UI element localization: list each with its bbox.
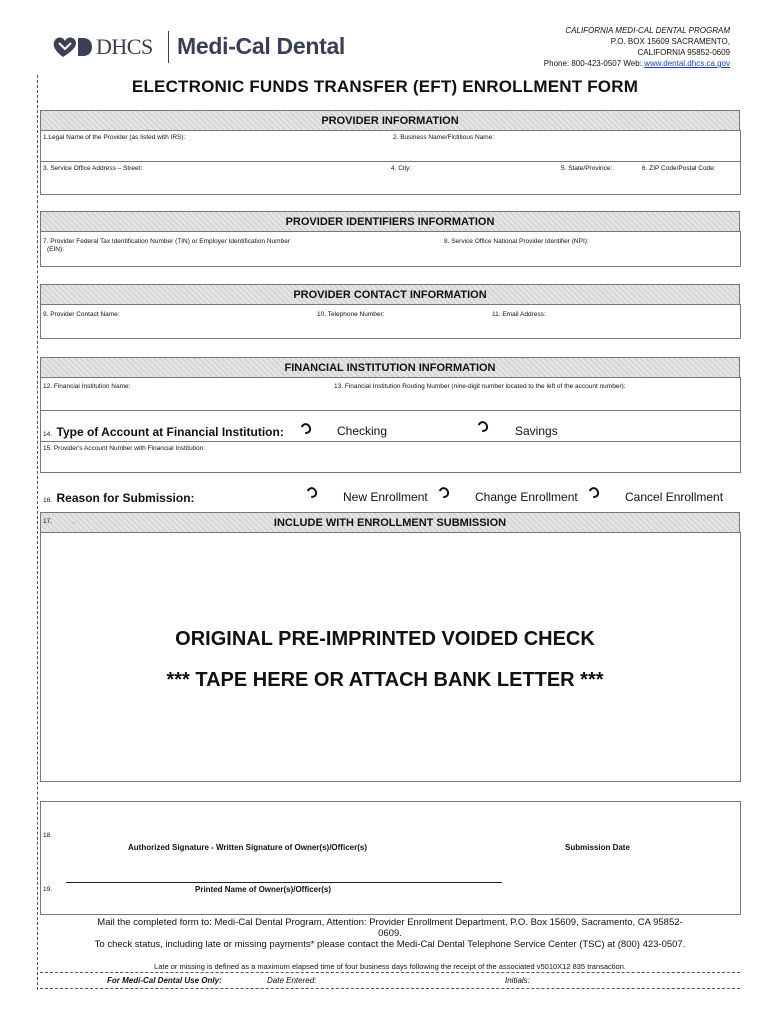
printed-name-line: [66, 882, 502, 883]
signature-box: [40, 801, 741, 915]
field-institution-name[interactable]: 12. Financial Institution Name:: [43, 383, 131, 390]
field-legal-name[interactable]: 1.Legal Name of the Provider (as listed with IRS):: [43, 134, 186, 141]
field-street[interactable]: 3. Service Office Address – Street:: [43, 165, 143, 172]
radio-cancel-icon[interactable]: [587, 485, 601, 500]
status-line: To check status, including late or missing payments* please contact the Medi-Cal Dental Telephone Service Center (TSC) at (800) 423-0507.: [94, 939, 686, 950]
office-use-label: For Medi-Cal Dental Use Only:: [107, 976, 222, 985]
logo-divider: [168, 31, 169, 63]
printed-name-label[interactable]: Printed Name of Owner(s)/Officer(s): [195, 885, 332, 894]
brand-name: Medi-Cal Dental: [177, 33, 346, 59]
field-number: 14.: [43, 431, 53, 438]
field-telephone[interactable]: 10. Telephone Number:: [317, 311, 385, 318]
address-line-2: CALIFORNIA 95852-0609: [637, 48, 730, 57]
mail-line-2: 0609.: [378, 928, 402, 939]
field-email[interactable]: 11. Email Address:: [492, 311, 546, 318]
dhcs-logo: [52, 32, 153, 62]
date-entered-label: Date Entered:: [267, 976, 317, 985]
left-margin-dashed-line: [37, 75, 38, 990]
address-line-1: P.O. BOX 15609 SACRAMENTO,: [610, 37, 730, 46]
field-18-number: 18.: [43, 832, 53, 839]
option-change-enrollment: Change Enrollment: [475, 490, 578, 504]
reason-question: [43, 489, 195, 507]
header-address: [544, 25, 730, 69]
section-heading-provider-info: PROVIDER INFORMATION: [40, 110, 740, 131]
field-npi[interactable]: 8. Service Office National Provider Identifier (NPI):: [444, 238, 589, 245]
footer-bottom-divider: [40, 988, 740, 989]
field-tin-label: 7. Provider Federal Tax Identification Number (TIN) or Employer Identification Number: [43, 238, 290, 245]
contact-line: [544, 58, 730, 69]
option-savings: Savings: [515, 424, 558, 438]
tape-here-text: *** TAPE HERE OR ATTACH BANK LETTER ***: [166, 669, 604, 691]
initials-label: Initials:: [505, 976, 530, 985]
field-state[interactable]: 5. State/Province:: [561, 165, 613, 172]
authorized-signature-label[interactable]: Authorized Signature - Written Signature of Owner(s)/Officer(s): [128, 843, 367, 852]
field-city[interactable]: 4. City:: [391, 165, 412, 172]
late-definition: Late or missing is defined as a maximum elapsed time of four business days following the receipt of the associated v5010X12 835 transaction.: [154, 962, 626, 971]
form-title: ELECTRONIC FUNDS TRANSFER (EFT) ENROLLMENT FORM: [131, 77, 639, 96]
option-new-enrollment: New Enrollment: [343, 490, 428, 504]
website-link[interactable]: www.dental.dhcs.ca.gov: [644, 59, 730, 68]
mail-line-1: Mail the completed form to: Medi-Cal Dental Program, Attention: Provider Enrollment Department, P.O. Box 15609, Sacramento, CA 95852-: [97, 917, 683, 928]
section-heading-attach: INCLUDE WITH ENROLLMENT SUBMISSION: [40, 512, 740, 533]
field-tin-ein[interactable]: [43, 238, 290, 254]
field-account-number[interactable]: 15. Provider's Account Number with Financial Institution:: [43, 445, 206, 452]
section-heading-contact: PROVIDER CONTACT INFORMATION: [40, 284, 740, 305]
field-number: 16.: [43, 497, 53, 504]
field-19-number: 19.: [43, 886, 53, 893]
account-type-question: [43, 423, 284, 441]
contact-box: [40, 304, 741, 339]
field-routing-number[interactable]: 13. Financial Institution Routing Number (nine-digit number located to the left of the account number):: [334, 383, 626, 390]
voided-check-text: ORIGINAL PRE-IMPRINTED VOIDED CHECK: [175, 628, 595, 650]
field-contact-name[interactable]: 9. Provider Contact Name:: [43, 311, 120, 318]
account-type-label: Type of Account at Financial Institution:: [56, 425, 284, 439]
radio-new-icon[interactable]: [305, 485, 319, 500]
field-17-dot: .: [73, 518, 75, 525]
field-17-number: 17.: [43, 518, 53, 525]
field-business-name[interactable]: 2. Business Name/Fictitious Name:: [393, 134, 495, 141]
submission-date-label[interactable]: Submission Date: [565, 843, 630, 852]
option-cancel-enrollment: Cancel Enrollment: [625, 490, 724, 504]
divider: [40, 410, 741, 411]
heart-logo-icon: [52, 35, 94, 59]
section-heading-financial: FINANCIAL INSTITUTION INFORMATION: [40, 357, 740, 378]
check-attach-area[interactable]: [40, 532, 741, 782]
field-zip[interactable]: 6. ZIP Code/Postal Code:: [642, 165, 716, 172]
mail-instructions: [40, 917, 740, 950]
logo-text: DHCS: [96, 34, 153, 59]
program-name: CALIFORNIA MEDI-CAL DENTAL PROGRAM: [565, 26, 730, 35]
divider: [40, 441, 741, 442]
footer-divider: [40, 972, 740, 973]
divider: [40, 161, 741, 162]
field-ein-label: (EIN):: [47, 246, 64, 253]
section-heading-identifiers: PROVIDER IDENTIFIERS INFORMATION: [40, 211, 740, 232]
radio-change-icon[interactable]: [437, 485, 451, 500]
reason-label: Reason for Submission:: [56, 491, 195, 505]
option-checking: Checking: [337, 424, 388, 438]
phone-web-label: Phone: 800-423-0507 Web:: [543, 59, 642, 68]
